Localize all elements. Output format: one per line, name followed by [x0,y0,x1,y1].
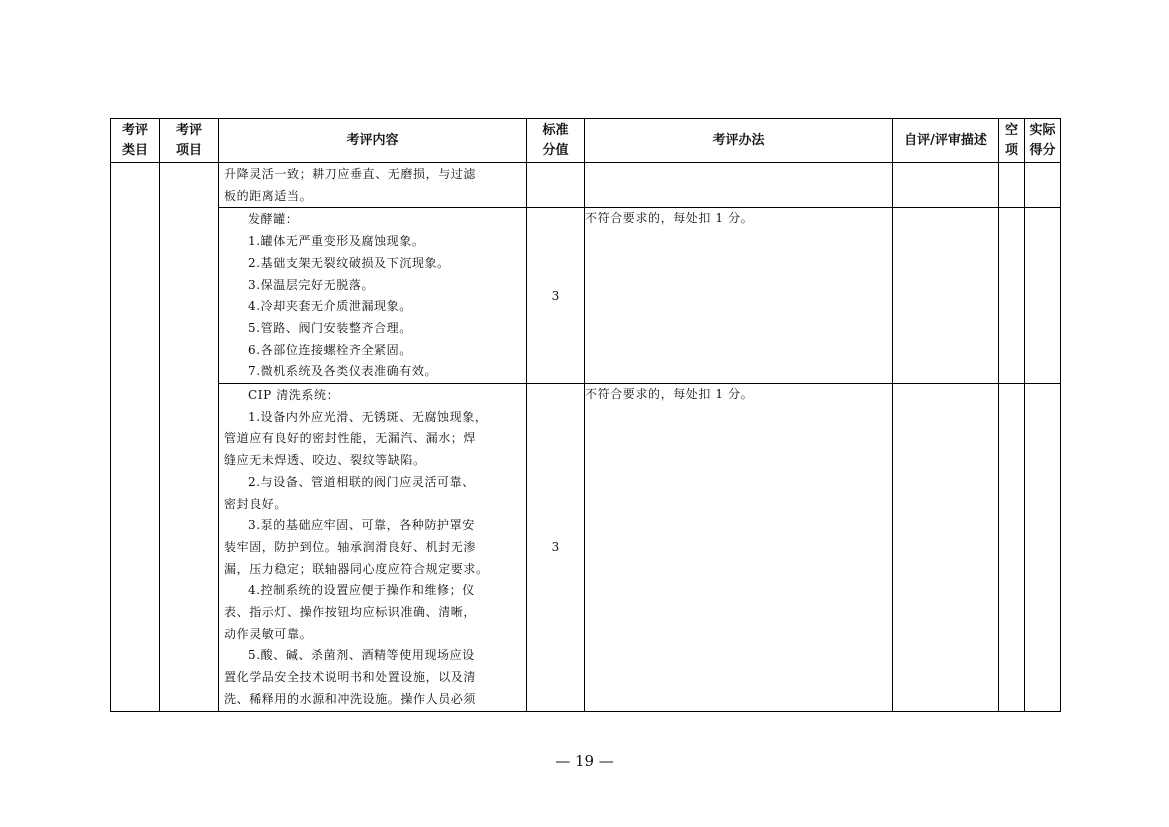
content-line: 缝应无未焊透、咬边、裂纹等缺陷。 [224,453,426,468]
header-actual: 实际 得分 [1025,119,1061,163]
item-cell [160,163,219,712]
header-item: 考评 项目 [160,119,219,163]
content-line: 4.控制系统的设置应便于操作和维修；仪 [248,583,475,598]
content-cell [219,208,527,384]
content-line: 发酵罐： [248,212,299,227]
content-line: 置化学品安全技术说明书和处置设施，以及清 [224,670,477,685]
content-line: 3.泵的基础应牢固、可靠，各种防护罩安 [248,518,475,533]
actual-score-cell [1025,208,1061,384]
content-line: 管道应有良好的密封性能，无漏汽、漏水；焊 [224,431,477,446]
content-line: 漏，压力稳定；联轴器同心度应符合规定要求。 [224,561,489,576]
header-blank: 空 项 [999,119,1025,163]
header-category: 考评 类目 [111,119,160,163]
table-row [111,208,1061,384]
content-line: 1.设备内外应光滑、无锈斑、无腐蚀现象， [248,409,488,424]
content-line: 装牢固，防护到位。轴承润滑良好、机封无渗 [224,539,477,554]
method-cell: 不符合要求的，每处扣 1 分。 [585,384,893,712]
content-line: 3.保温层完好无脱落。 [248,277,375,292]
self-review-cell [893,384,999,712]
content-line: 表、指示灯、操作按钮均应标识准确、清晰， [224,605,477,620]
table-row [111,163,1061,208]
score-cell: 3 [527,208,585,384]
blank-cell [999,384,1025,712]
content-line: 升降灵活一致；耕刀应垂直、无磨损，与过滤 [224,167,477,181]
self-review-cell [893,163,999,208]
content-line: CIP 清洗系统： [248,388,340,403]
content-line: 7.微机系统及各类仪表准确有效。 [248,364,438,379]
actual-score-cell [1025,384,1061,712]
content-line: 5.管路、阀门安装整齐合理。 [248,320,412,335]
content-line: 5.酸、碱、杀菌剂、酒精等使用现场应设 [248,648,475,663]
content-line: 1.罐体无严重变形及腐蚀现象。 [248,234,425,249]
content-line: 2.与设备、管道相联的阀门应灵活可靠、 [248,474,475,489]
self-review-cell [893,208,999,384]
content-line: 2.基础支架无裂纹破损及下沉现象。 [248,255,450,270]
content-line: 动作灵敏可靠。 [224,626,313,641]
header-score: 标准 分值 [527,119,585,163]
score-cell: 3 [527,384,585,712]
content-cell [219,384,527,712]
content-line: 6.各部位连接螺栓齐全紧固。 [248,342,412,357]
header-row [111,119,1061,163]
score-cell [527,163,585,208]
category-cell [111,163,160,712]
page-number: — 19 — [555,752,614,770]
actual-score-cell [1025,163,1061,208]
method-cell: 不符合要求的，每处扣 1 分。 [585,208,893,384]
header-self-review: 自评/评审描述 [893,119,999,163]
header-method: 考评办法 [585,119,893,163]
header-content: 考评内容 [219,119,527,163]
content-line: 洗、稀释用的水源和冲洗设施。操作人员必须 [224,691,477,706]
table-row [111,384,1061,712]
content-cell [219,163,527,208]
content-line: 4.冷却夹套无介质泄漏现象。 [248,299,412,314]
blank-cell [999,163,1025,208]
evaluation-table [110,118,1061,712]
method-cell [585,163,893,208]
content-line: 板的距离适当。 [224,188,313,203]
content-line: 密封良好。 [224,496,288,511]
blank-cell [999,208,1025,384]
